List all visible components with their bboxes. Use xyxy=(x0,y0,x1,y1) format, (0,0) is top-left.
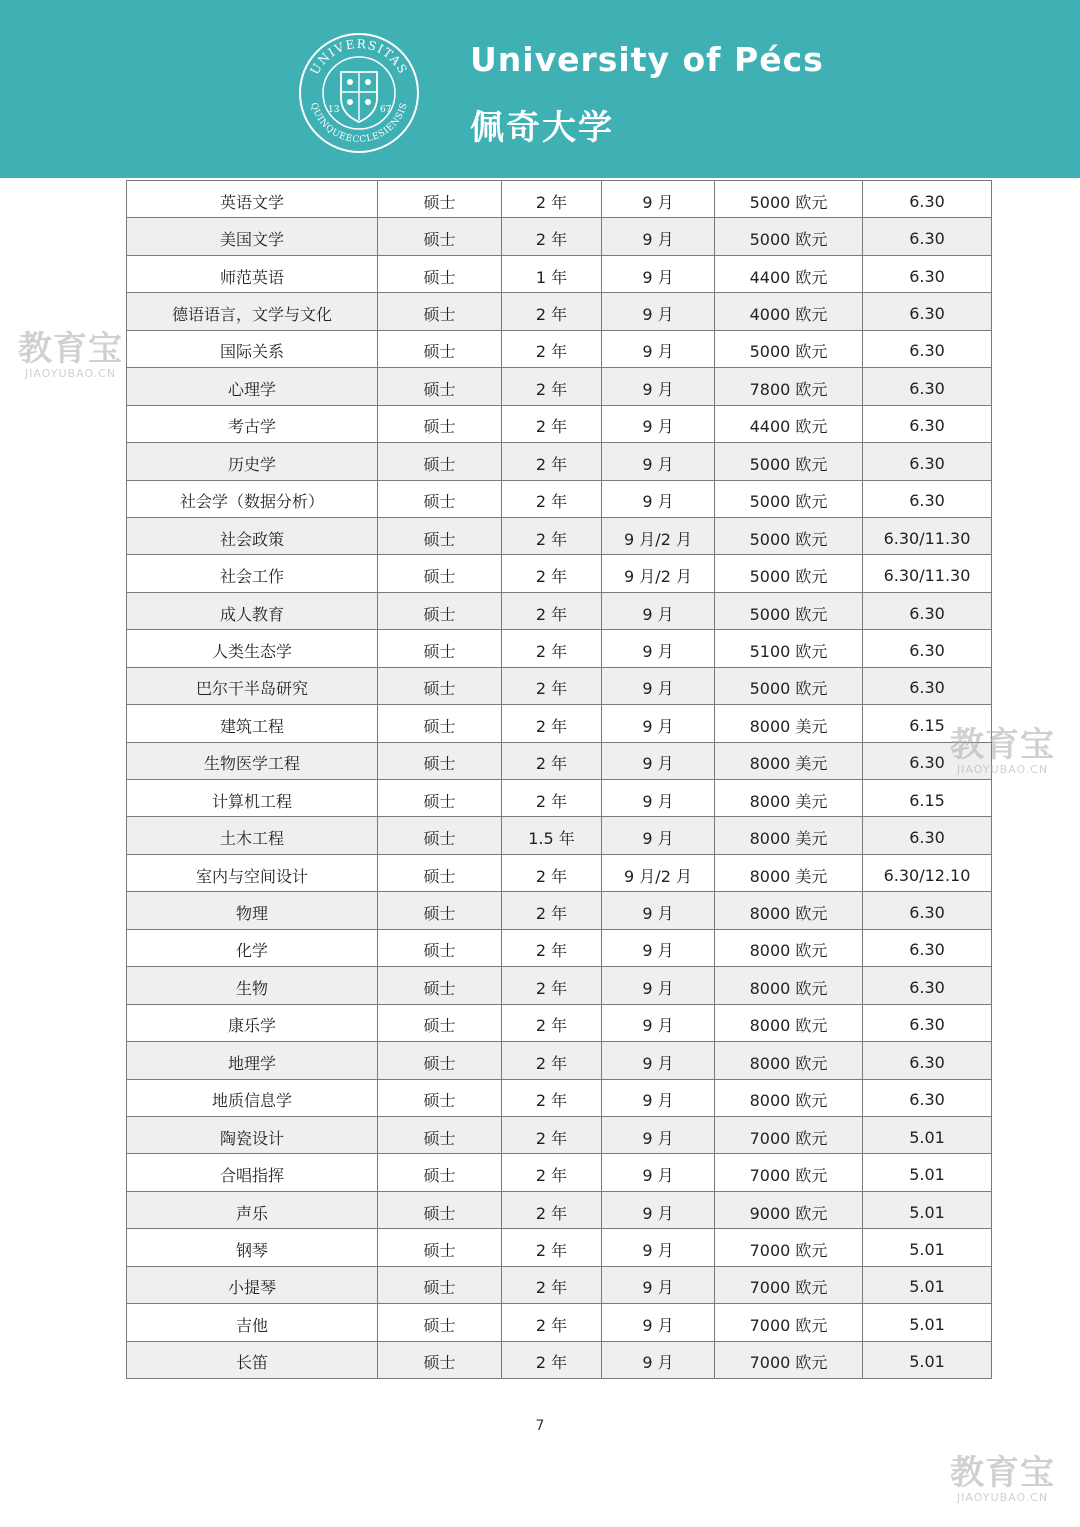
watermark-text-en: JIAOYUBAO.CN xyxy=(956,1491,1049,1504)
seal-year-right: 67 xyxy=(380,105,392,115)
degree-cell: 硕士 xyxy=(378,1004,502,1041)
table-row xyxy=(127,480,992,517)
degree-cell: 硕士 xyxy=(378,667,502,704)
table-row xyxy=(127,780,992,817)
table-row xyxy=(127,929,992,966)
table-row xyxy=(127,1116,992,1153)
degree-cell: 硕士 xyxy=(378,1266,502,1303)
deadline-cell: 6.30 xyxy=(863,218,992,255)
program-name-cell: 巴尔干半岛研究 xyxy=(127,667,378,704)
table-row xyxy=(127,667,992,704)
intake-cell: 9 月 xyxy=(602,817,715,854)
duration-cell: 2 年 xyxy=(502,967,602,1004)
intake-cell: 9 月/2 月 xyxy=(602,517,715,554)
tuition-cell: 8000 欧元 xyxy=(715,1004,863,1041)
degree-cell: 硕士 xyxy=(378,1304,502,1341)
deadline-cell: 6.30 xyxy=(863,929,992,966)
duration-cell: 2 年 xyxy=(502,181,602,218)
program-name-cell: 国际关系 xyxy=(127,330,378,367)
program-table-body xyxy=(127,181,992,1379)
tuition-cell: 7000 欧元 xyxy=(715,1266,863,1303)
table-row xyxy=(127,892,992,929)
watermark-text-cn: 教育宝 xyxy=(950,1453,1055,1493)
intake-cell: 9 月 xyxy=(602,1154,715,1191)
table-row xyxy=(127,405,992,442)
degree-cell: 硕士 xyxy=(378,854,502,891)
intake-cell: 9 月 xyxy=(602,368,715,405)
program-name-cell: 计算机工程 xyxy=(127,780,378,817)
program-name-cell: 小提琴 xyxy=(127,1266,378,1303)
deadline-cell: 6.30 xyxy=(863,592,992,629)
intake-cell: 9 月 xyxy=(602,480,715,517)
tuition-cell: 7000 欧元 xyxy=(715,1154,863,1191)
seal-year-left: 13 xyxy=(328,105,340,115)
degree-cell: 硕士 xyxy=(378,368,502,405)
intake-cell: 9 月 xyxy=(602,181,715,218)
tuition-cell: 8000 欧元 xyxy=(715,967,863,1004)
tuition-cell: 4000 欧元 xyxy=(715,293,863,330)
table-row xyxy=(127,1042,992,1079)
program-name-cell: 生物医学工程 xyxy=(127,742,378,779)
intake-cell: 9 月 xyxy=(602,330,715,367)
tuition-cell: 5000 欧元 xyxy=(715,181,863,218)
intake-cell: 9 月 xyxy=(602,742,715,779)
tuition-cell: 5000 欧元 xyxy=(715,480,863,517)
degree-cell: 硕士 xyxy=(378,1042,502,1079)
intake-cell: 9 月 xyxy=(602,443,715,480)
duration-cell: 2 年 xyxy=(502,592,602,629)
duration-cell: 2 年 xyxy=(502,368,602,405)
tuition-cell: 9000 欧元 xyxy=(715,1191,863,1228)
program-name-cell: 声乐 xyxy=(127,1191,378,1228)
program-name-cell: 心理学 xyxy=(127,368,378,405)
program-name-cell: 建筑工程 xyxy=(127,705,378,742)
duration-cell: 2 年 xyxy=(502,1266,602,1303)
table-row xyxy=(127,1266,992,1303)
deadline-cell: 6.30/11.30 xyxy=(863,517,992,554)
tuition-cell: 7000 欧元 xyxy=(715,1229,863,1266)
duration-cell: 2 年 xyxy=(502,293,602,330)
deadline-cell: 6.30/12.10 xyxy=(863,854,992,891)
intake-cell: 9 月 xyxy=(602,293,715,330)
duration-cell: 2 年 xyxy=(502,1341,602,1378)
intake-cell: 9 月 xyxy=(602,630,715,667)
intake-cell: 9 月 xyxy=(602,1079,715,1116)
duration-cell: 2 年 xyxy=(502,854,602,891)
degree-cell: 硕士 xyxy=(378,929,502,966)
deadline-cell: 6.30 xyxy=(863,255,992,292)
deadline-cell: 6.30 xyxy=(863,1004,992,1041)
program-name-cell: 物理 xyxy=(127,892,378,929)
duration-cell: 2 年 xyxy=(502,480,602,517)
tuition-cell: 8000 美元 xyxy=(715,817,863,854)
program-table xyxy=(126,180,992,1379)
program-name-cell: 社会政策 xyxy=(127,517,378,554)
duration-cell: 2 年 xyxy=(502,705,602,742)
deadline-cell: 6.30 xyxy=(863,181,992,218)
tuition-cell: 8000 欧元 xyxy=(715,892,863,929)
table-row xyxy=(127,630,992,667)
program-name-cell: 钢琴 xyxy=(127,1229,378,1266)
degree-cell: 硕士 xyxy=(378,630,502,667)
table-row xyxy=(127,368,992,405)
deadline-cell: 6.30 xyxy=(863,330,992,367)
table-row xyxy=(127,592,992,629)
intake-cell: 9 月/2 月 xyxy=(602,555,715,592)
tuition-cell: 5100 欧元 xyxy=(715,630,863,667)
degree-cell: 硕士 xyxy=(378,405,502,442)
degree-cell: 硕士 xyxy=(378,443,502,480)
university-name-cn: 佩奇大学 xyxy=(470,108,614,148)
degree-cell: 硕士 xyxy=(378,255,502,292)
tuition-cell: 5000 欧元 xyxy=(715,555,863,592)
duration-cell: 2 年 xyxy=(502,517,602,554)
duration-cell: 1.5 年 xyxy=(502,817,602,854)
deadline-cell: 5.01 xyxy=(863,1304,992,1341)
deadline-cell: 6.30 xyxy=(863,443,992,480)
tuition-cell: 8000 美元 xyxy=(715,780,863,817)
intake-cell: 9 月 xyxy=(602,705,715,742)
tuition-cell: 8000 美元 xyxy=(715,854,863,891)
page-number: 7 xyxy=(535,1418,545,1434)
deadline-cell: 5.01 xyxy=(863,1191,992,1228)
table-row xyxy=(127,1341,992,1378)
degree-cell: 硕士 xyxy=(378,517,502,554)
seal-bottom-text: QUINQUEECCLESIENSIS xyxy=(308,101,410,146)
deadline-cell: 5.01 xyxy=(863,1266,992,1303)
table-row xyxy=(127,443,992,480)
degree-cell: 硕士 xyxy=(378,181,502,218)
program-name-cell: 生物 xyxy=(127,967,378,1004)
watermark-text-cn: 教育宝 xyxy=(18,329,123,369)
intake-cell: 9 月 xyxy=(602,405,715,442)
table-row xyxy=(127,555,992,592)
tuition-cell: 7800 欧元 xyxy=(715,368,863,405)
degree-cell: 硕士 xyxy=(378,817,502,854)
duration-cell: 2 年 xyxy=(502,667,602,704)
deadline-cell: 6.30 xyxy=(863,630,992,667)
deadline-cell: 6.30 xyxy=(863,892,992,929)
table-row xyxy=(127,1079,992,1116)
duration-cell: 2 年 xyxy=(502,1079,602,1116)
table-row xyxy=(127,1154,992,1191)
program-name-cell: 成人教育 xyxy=(127,592,378,629)
program-name-cell: 康乐学 xyxy=(127,1004,378,1041)
table-row xyxy=(127,255,992,292)
table-row xyxy=(127,517,992,554)
watermark-text-en: JIAOYUBAO.CN xyxy=(24,367,117,380)
table-row xyxy=(127,1191,992,1228)
deadline-cell: 6.30 xyxy=(863,817,992,854)
watermark xyxy=(18,329,123,380)
program-name-cell: 师范英语 xyxy=(127,255,378,292)
tuition-cell: 8000 美元 xyxy=(715,705,863,742)
table-row xyxy=(127,1229,992,1266)
deadline-cell: 6.30 xyxy=(863,368,992,405)
tuition-cell: 5000 欧元 xyxy=(715,667,863,704)
deadline-cell: 5.01 xyxy=(863,1116,992,1153)
table-row xyxy=(127,1304,992,1341)
degree-cell: 硕士 xyxy=(378,1116,502,1153)
degree-cell: 硕士 xyxy=(378,555,502,592)
program-name-cell: 美国文学 xyxy=(127,218,378,255)
program-name-cell: 英语文学 xyxy=(127,181,378,218)
program-name-cell: 合唱指挥 xyxy=(127,1154,378,1191)
degree-cell: 硕士 xyxy=(378,705,502,742)
intake-cell: 9 月 xyxy=(602,1304,715,1341)
duration-cell: 2 年 xyxy=(502,1154,602,1191)
intake-cell: 9 月 xyxy=(602,592,715,629)
tuition-cell: 7000 欧元 xyxy=(715,1341,863,1378)
duration-cell: 2 年 xyxy=(502,892,602,929)
seal-top-text: UNIVERSITAS xyxy=(307,36,411,78)
table-row xyxy=(127,854,992,891)
intake-cell: 9 月 xyxy=(602,892,715,929)
intake-cell: 9 月 xyxy=(602,967,715,1004)
program-name-cell: 吉他 xyxy=(127,1304,378,1341)
program-name-cell: 土木工程 xyxy=(127,817,378,854)
deadline-cell: 6.30 xyxy=(863,1042,992,1079)
duration-cell: 2 年 xyxy=(502,1004,602,1041)
duration-cell: 2 年 xyxy=(502,630,602,667)
duration-cell: 2 年 xyxy=(502,742,602,779)
intake-cell: 9 月 xyxy=(602,255,715,292)
deadline-cell: 6.30 xyxy=(863,667,992,704)
degree-cell: 硕士 xyxy=(378,293,502,330)
table-row xyxy=(127,817,992,854)
watermark-text-en: JIAOYUBAO.CN xyxy=(956,763,1049,776)
program-name-cell: 社会工作 xyxy=(127,555,378,592)
degree-cell: 硕士 xyxy=(378,1229,502,1266)
duration-cell: 2 年 xyxy=(502,443,602,480)
tuition-cell: 8000 美元 xyxy=(715,742,863,779)
program-name-cell: 社会学（数据分析） xyxy=(127,480,378,517)
duration-cell: 2 年 xyxy=(502,330,602,367)
deadline-cell: 5.01 xyxy=(863,1341,992,1378)
deadline-cell: 6.30 xyxy=(863,742,992,779)
deadline-cell: 5.01 xyxy=(863,1154,992,1191)
intake-cell: 9 月 xyxy=(602,667,715,704)
deadline-cell: 6.30 xyxy=(863,480,992,517)
program-name-cell: 考古学 xyxy=(127,405,378,442)
program-name-cell: 化学 xyxy=(127,929,378,966)
intake-cell: 9 月/2 月 xyxy=(602,854,715,891)
program-name-cell: 历史学 xyxy=(127,443,378,480)
tuition-cell: 5000 欧元 xyxy=(715,517,863,554)
duration-cell: 2 年 xyxy=(502,1229,602,1266)
table-row xyxy=(127,967,992,1004)
tuition-cell: 8000 欧元 xyxy=(715,929,863,966)
intake-cell: 9 月 xyxy=(602,1042,715,1079)
table-row xyxy=(127,181,992,218)
program-name-cell: 人类生态学 xyxy=(127,630,378,667)
deadline-cell: 6.15 xyxy=(863,705,992,742)
university-name-en: University of Pécs xyxy=(470,40,824,79)
deadline-cell: 6.30/11.30 xyxy=(863,555,992,592)
degree-cell: 硕士 xyxy=(378,330,502,367)
program-name-cell: 地质信息学 xyxy=(127,1079,378,1116)
degree-cell: 硕士 xyxy=(378,1191,502,1228)
university-seal-icon xyxy=(298,32,420,154)
tuition-cell: 4400 欧元 xyxy=(715,405,863,442)
intake-cell: 9 月 xyxy=(602,780,715,817)
degree-cell: 硕士 xyxy=(378,480,502,517)
intake-cell: 9 月 xyxy=(602,1191,715,1228)
duration-cell: 2 年 xyxy=(502,218,602,255)
degree-cell: 硕士 xyxy=(378,1341,502,1378)
watermark xyxy=(950,1453,1055,1504)
table-row xyxy=(127,705,992,742)
deadline-cell: 6.30 xyxy=(863,293,992,330)
table-row xyxy=(127,293,992,330)
table-row xyxy=(127,1004,992,1041)
intake-cell: 9 月 xyxy=(602,1229,715,1266)
watermark xyxy=(950,725,1055,776)
intake-cell: 9 月 xyxy=(602,929,715,966)
tuition-cell: 7000 欧元 xyxy=(715,1304,863,1341)
degree-cell: 硕士 xyxy=(378,1079,502,1116)
degree-cell: 硕士 xyxy=(378,1154,502,1191)
page-header xyxy=(0,0,1080,178)
program-name-cell: 长笛 xyxy=(127,1341,378,1378)
table-row xyxy=(127,218,992,255)
tuition-cell: 5000 欧元 xyxy=(715,218,863,255)
program-name-cell: 地理学 xyxy=(127,1042,378,1079)
intake-cell: 9 月 xyxy=(602,1341,715,1378)
intake-cell: 9 月 xyxy=(602,218,715,255)
tuition-cell: 4400 欧元 xyxy=(715,255,863,292)
duration-cell: 2 年 xyxy=(502,1042,602,1079)
deadline-cell: 6.30 xyxy=(863,967,992,1004)
duration-cell: 2 年 xyxy=(502,1116,602,1153)
intake-cell: 9 月 xyxy=(602,1266,715,1303)
deadline-cell: 6.15 xyxy=(863,780,992,817)
table-row xyxy=(127,330,992,367)
tuition-cell: 8000 欧元 xyxy=(715,1042,863,1079)
duration-cell: 2 年 xyxy=(502,929,602,966)
duration-cell: 1 年 xyxy=(502,255,602,292)
duration-cell: 2 年 xyxy=(502,1304,602,1341)
tuition-cell: 5000 欧元 xyxy=(715,330,863,367)
duration-cell: 2 年 xyxy=(502,780,602,817)
table-row xyxy=(127,742,992,779)
duration-cell: 2 年 xyxy=(502,555,602,592)
duration-cell: 2 年 xyxy=(502,1191,602,1228)
degree-cell: 硕士 xyxy=(378,892,502,929)
intake-cell: 9 月 xyxy=(602,1004,715,1041)
tuition-cell: 5000 欧元 xyxy=(715,443,863,480)
program-name-cell: 德语语言，文学与文化 xyxy=(127,293,378,330)
deadline-cell: 5.01 xyxy=(863,1229,992,1266)
program-name-cell: 陶瓷设计 xyxy=(127,1116,378,1153)
deadline-cell: 6.30 xyxy=(863,405,992,442)
tuition-cell: 7000 欧元 xyxy=(715,1116,863,1153)
degree-cell: 硕士 xyxy=(378,218,502,255)
degree-cell: 硕士 xyxy=(378,742,502,779)
degree-cell: 硕士 xyxy=(378,780,502,817)
deadline-cell: 6.30 xyxy=(863,1079,992,1116)
degree-cell: 硕士 xyxy=(378,967,502,1004)
intake-cell: 9 月 xyxy=(602,1116,715,1153)
degree-cell: 硕士 xyxy=(378,592,502,629)
watermark-text-cn: 教育宝 xyxy=(950,725,1055,765)
duration-cell: 2 年 xyxy=(502,405,602,442)
tuition-cell: 5000 欧元 xyxy=(715,592,863,629)
tuition-cell: 8000 欧元 xyxy=(715,1079,863,1116)
program-name-cell: 室内与空间设计 xyxy=(127,854,378,891)
